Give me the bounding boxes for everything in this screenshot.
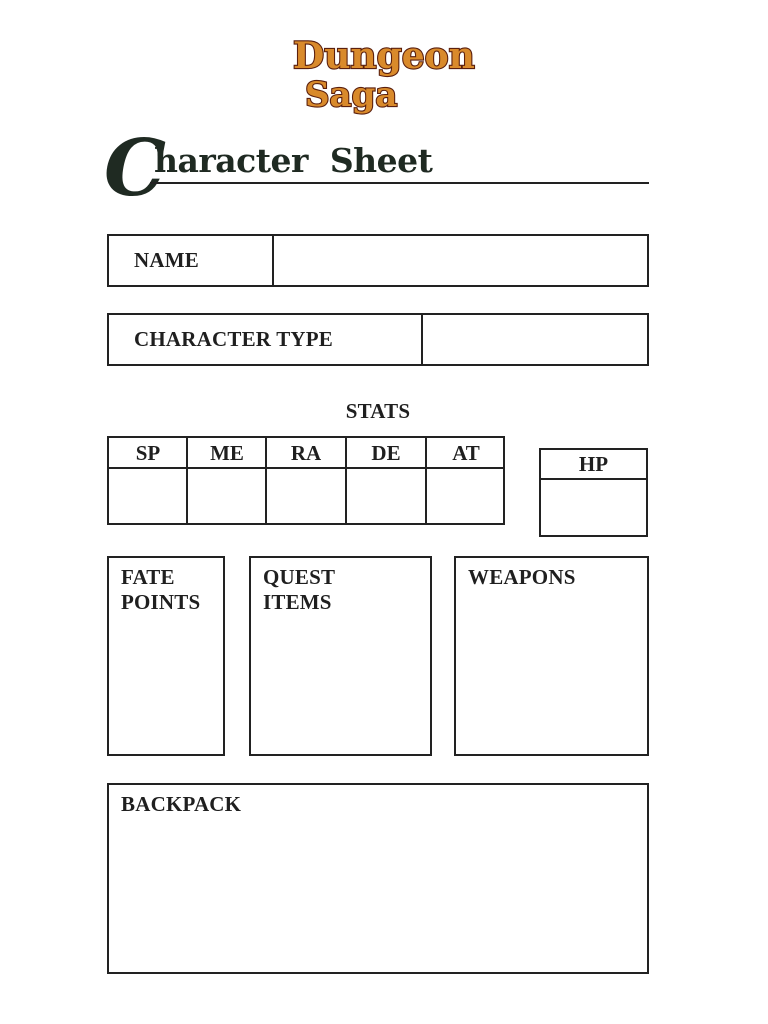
stats-heading: STATS: [345, 399, 411, 423]
stat-header-de: DE: [371, 441, 401, 465]
logo-line1: Dungeon: [293, 35, 475, 77]
name-label: NAME: [134, 248, 199, 272]
name-field[interactable]: [276, 238, 644, 283]
stat-value-at[interactable]: [427, 470, 503, 523]
dungeon-saga-logo: [287, 26, 475, 126]
quest-items-label-line1: QUEST: [263, 565, 336, 589]
character-type-divider: [421, 313, 423, 366]
quest-items-label-line2: ITEMS: [263, 590, 332, 614]
hp-field[interactable]: [541, 481, 646, 535]
character-type-field[interactable]: [425, 317, 644, 362]
fate-points-label: [121, 565, 200, 615]
stat-header-sp: SP: [135, 441, 161, 465]
name-divider: [272, 234, 274, 287]
stat-value-me[interactable]: [188, 470, 264, 523]
stat-header-at: AT: [452, 441, 480, 465]
stat-value-de[interactable]: [347, 470, 424, 523]
page-title: haracter Sheet: [154, 141, 433, 180]
hp-header-rule: [539, 478, 648, 480]
weapons-label: WEAPONS: [468, 565, 576, 589]
stat-header-me: ME: [210, 441, 244, 465]
logo-line2: Saga: [305, 75, 398, 115]
stats-header-rule: [107, 467, 505, 469]
quest-items-label: [263, 565, 335, 615]
character-type-label: CHARACTER TYPE: [134, 327, 334, 351]
hp-label: HP: [578, 452, 609, 476]
title-initial: C: [104, 123, 167, 214]
stat-value-ra[interactable]: [267, 470, 344, 523]
backpack-label: BACKPACK: [121, 792, 242, 816]
title-underline: [150, 182, 649, 184]
stat-header-ra: RA: [290, 441, 322, 465]
stat-value-sp[interactable]: [109, 470, 185, 523]
fate-points-label-line1: FATE: [121, 565, 175, 589]
fate-points-label-line2: POINTS: [121, 590, 201, 614]
